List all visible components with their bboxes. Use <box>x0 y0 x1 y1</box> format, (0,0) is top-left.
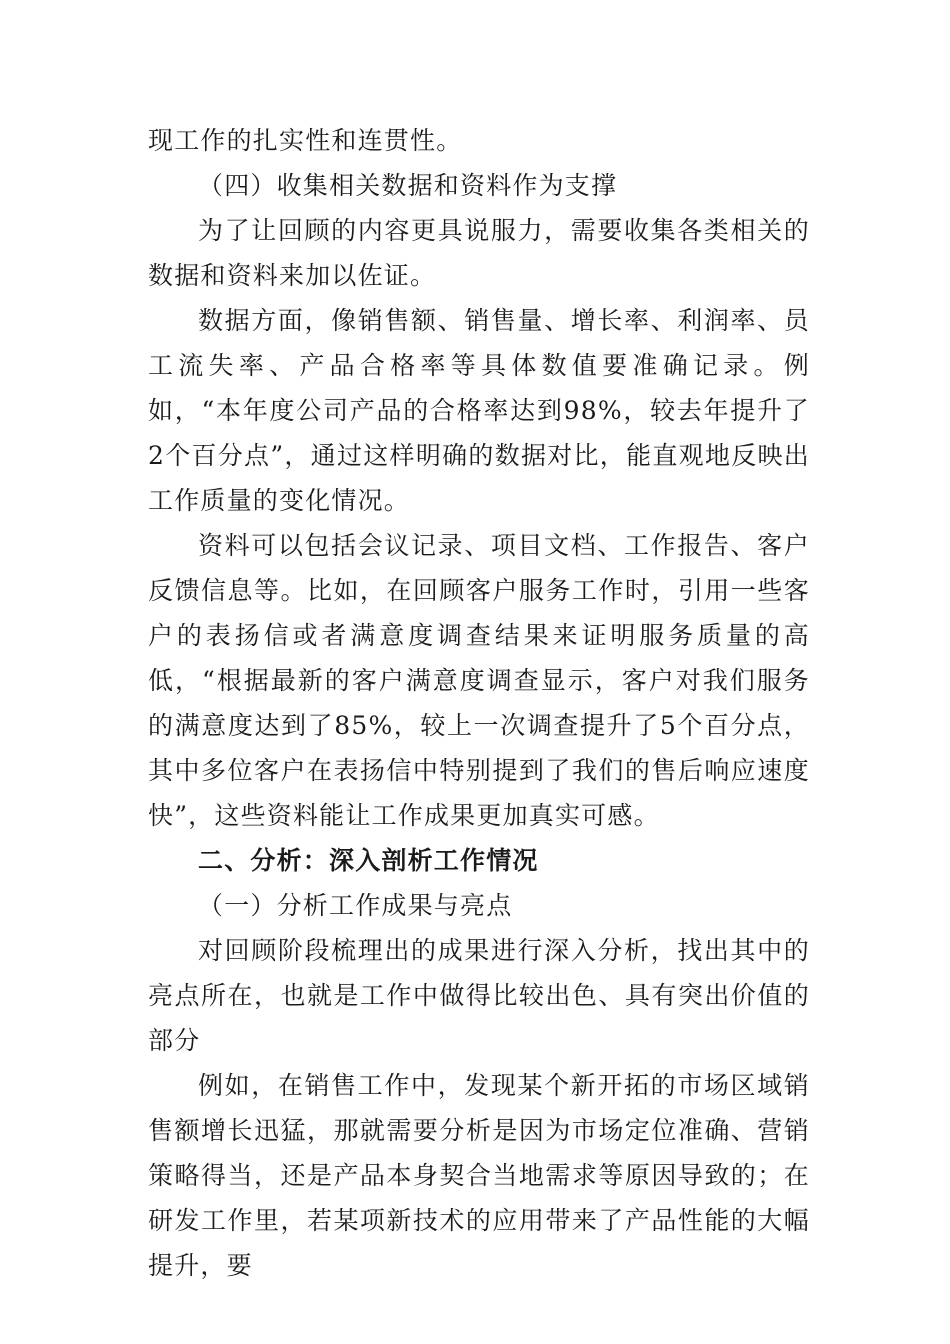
paragraph-continuation: 现工作的扎实性和连贯性。 <box>148 126 463 155</box>
paragraph-analysis: 对回顾阶段梳理出的成果进行深入分析，找出其中的亮点所在，也就是工作中做得比较出色、具有突出价值的部分 <box>148 936 810 1055</box>
document-body <box>148 118 810 1288</box>
section-heading-1: （一）分析工作成果与亮点 <box>198 891 513 920</box>
chapter-heading-2: 二、分析：深入剖析工作情况 <box>198 846 539 875</box>
section-heading-4: （四）收集相关数据和资料作为支撑 <box>198 171 618 200</box>
paragraph-materials: 资料可以包括会议记录、项目文档、工作报告、客户反馈信息等。比如，在回顾客户服务工作时，引用一些客户的表扬信或者满意度调查结果来证明服务质量的高低，“根据最新的客户满意度调查显示，客户对我们服务的满意度达到了85%，较上一次调查提升了5个百分点，其中多位客户在表扬信中特别提到了我们的售后响应速度快”，这些资料能让工作成果更加真实可感。 <box>148 531 810 830</box>
paragraph-intro: 为了让回顾的内容更具说服力，需要收集各类相关的数据和资料来加以佐证。 <box>148 216 810 290</box>
paragraph-example: 例如，在销售工作中，发现某个新开拓的市场区域销售额增长迅猛，那就需要分析是因为市场定位准确、营销策略得当，还是产品本身契合当地需求等原因导致的；在研发工作里，若某项新技术的应用带来了产品性能的大幅提升，要 <box>148 1071 810 1280</box>
paragraph-data: 数据方面，像销售额、销售量、增长率、利润率、员工流失率、产品合格率等具体数值要准确记录。例如，“本年度公司产品的合格率达到98%，较去年提升了2个百分点”，通过这样明确的数据对比，能直观地反映出工作质量的变化情况。 <box>148 306 810 515</box>
